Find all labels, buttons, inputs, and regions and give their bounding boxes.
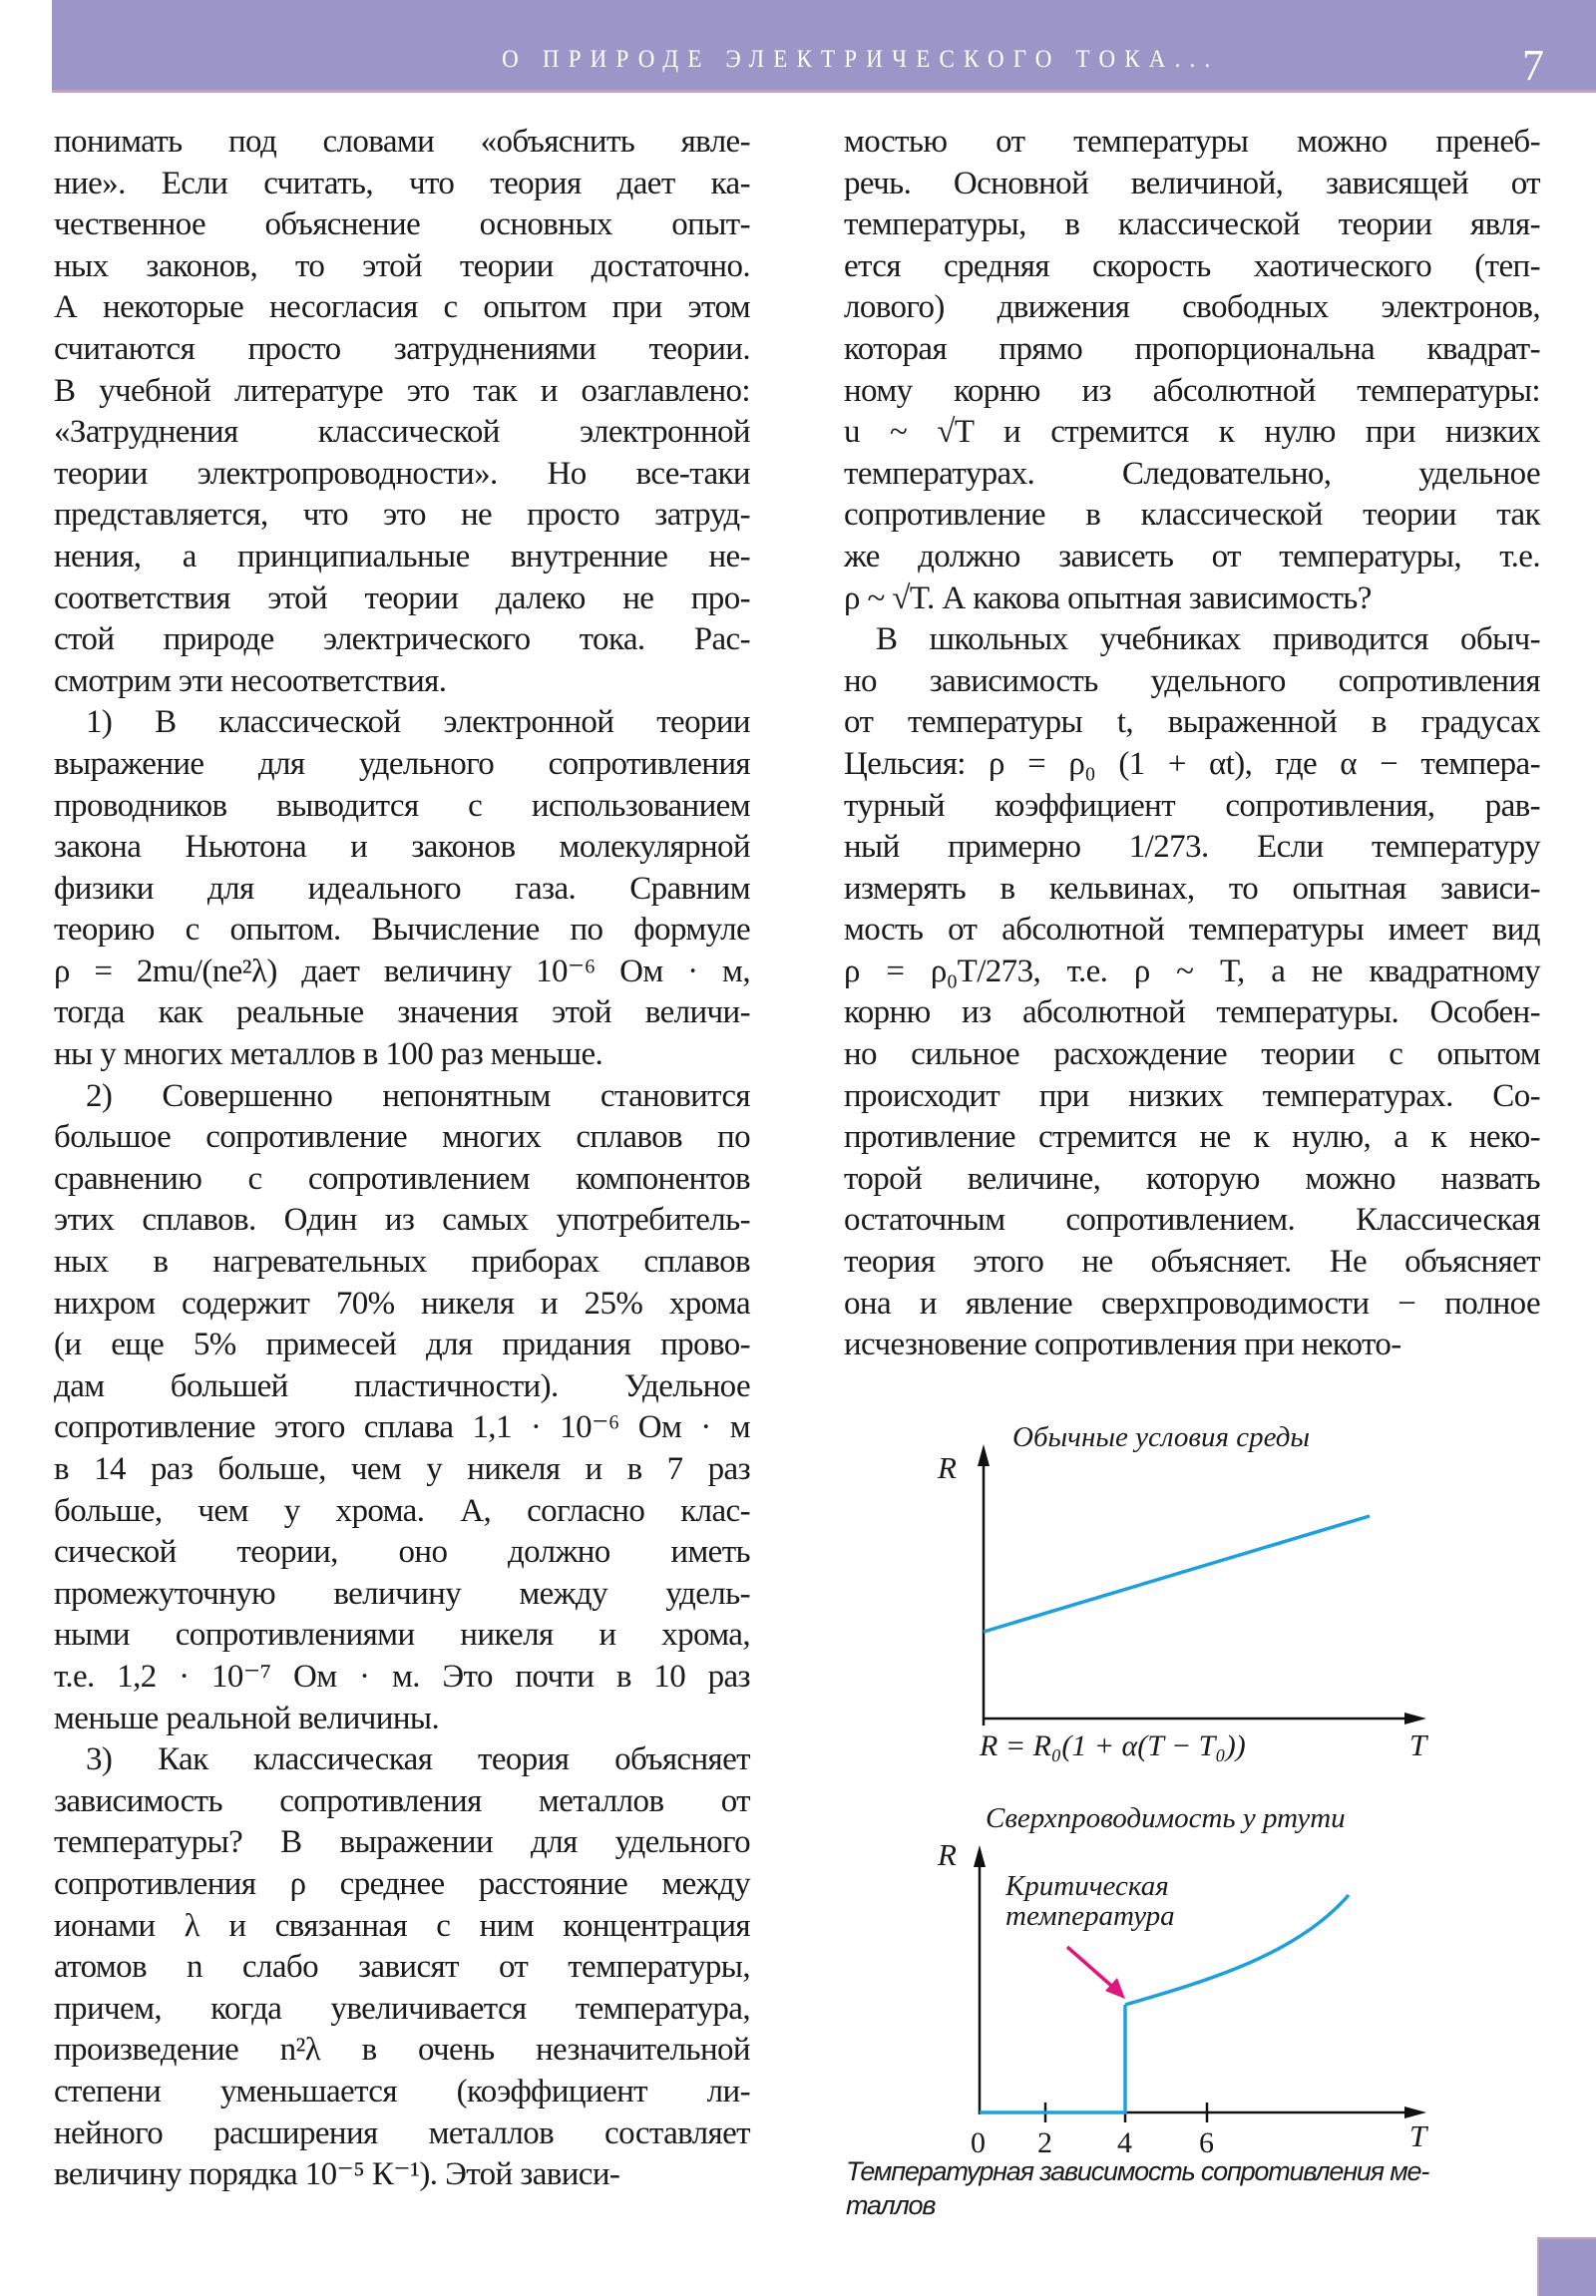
text-line: в 14 раз больше, чем у никеля и в 7 раз xyxy=(54,1451,750,1487)
figure-caption-line: таллов xyxy=(846,2190,936,2220)
text-line: величину порядка 10⁻⁵ К⁻¹). Этой зависи- xyxy=(54,2156,620,2193)
text-line: но зависимость удельного сопротивления xyxy=(844,662,1540,699)
text-line: больше, чем у хрома. А, согласно клас- xyxy=(54,1492,750,1529)
text-line: закона Ньютона и законов молекулярной xyxy=(54,829,750,866)
text-line: зависимость сопротивления металлов от xyxy=(54,1782,750,1819)
text-line: т.е. 1,2 · 10⁻⁷ Ом · м. Это почти в 10 раз xyxy=(54,1658,750,1695)
text-line: она и явление сверхпроводимости − полное xyxy=(844,1285,1540,1322)
text-line: которая прямо пропорциональна квадрат- xyxy=(844,330,1540,367)
text-line: мость от абсолютной температуры имеет вид xyxy=(844,912,1540,949)
page-number: 7 xyxy=(1522,41,1544,90)
text-line: меньше реальной величины. xyxy=(54,1700,440,1736)
x-tick-label-0: 0 xyxy=(971,2126,986,2154)
text-line: А некоторые несогласия с опытом при этом xyxy=(54,289,750,326)
chart-superconductivity-svg xyxy=(918,1785,1456,2154)
text-line: лового) движения свободных электронов, xyxy=(844,289,1540,326)
y-axis-arrow-icon xyxy=(978,1444,990,1466)
text-line: ρ ~ √T. А какова опытная зависимость? xyxy=(844,579,1372,616)
running-header xyxy=(52,0,1596,93)
annotation-label-line1: Критическая xyxy=(1005,1870,1169,1902)
text-line: 2) Совершенно непонятным становится xyxy=(86,1077,750,1114)
text-line: В учебной литературе это так и озаглавлено: xyxy=(54,372,750,409)
text-line: торой величине, которую можно назвать xyxy=(844,1160,1540,1197)
text-line: «Затруднения классической электронной xyxy=(54,414,750,451)
text-line: сопротивление в классической теории так xyxy=(844,497,1540,534)
text-line: ние». Если считать, что теория дает ка- xyxy=(54,165,750,201)
text-line: нения, а принципиальные внутренние не- xyxy=(54,538,750,574)
page-corner-tab xyxy=(1537,2237,1596,2296)
text-line: u ~ √T и стремится к нулю при низких xyxy=(844,414,1540,451)
text-line: сической теории, оно должно иметь xyxy=(54,1534,750,1571)
y-axis-label: R xyxy=(938,1837,957,1872)
text-line: произведение n²λ в очень незначительной xyxy=(54,2032,750,2069)
y-axis-label: R xyxy=(938,1450,957,1485)
chart-title: Сверхпроводимость у ртути xyxy=(986,1802,1346,1834)
resistance-curve-low xyxy=(980,2005,1125,2112)
text-line: речь. Основной величиной, зависящей от xyxy=(844,165,1540,201)
x-tick-label-4: 4 xyxy=(1117,2126,1132,2154)
chart-superconductivity xyxy=(918,1785,1456,2154)
text-line: причем, когда увеличивается температура, xyxy=(54,1990,750,2027)
text-line: температуры? В выражении для удельного xyxy=(54,1824,750,1861)
y-axis-arrow-icon xyxy=(974,1845,986,1867)
text-line: остаточным сопротивлением. Классическая xyxy=(844,1202,1540,1239)
text-line: теории электропроводности». Но все-таки xyxy=(54,455,750,492)
critical-arrow-shaft xyxy=(1067,1947,1117,1991)
text-line: соответствия этой теории далеко не про- xyxy=(54,579,750,616)
text-line: же должно зависеть от температуры, т.е. xyxy=(844,538,1540,574)
figure-caption xyxy=(846,2154,1544,2222)
text-line: теория этого не объясняет. Не объясняет xyxy=(844,1244,1540,1281)
text-line: ный примерно 1/273. Если температуру xyxy=(844,829,1540,866)
text-line: корню из абсолютной температуры. Особен- xyxy=(844,994,1540,1031)
text-line: стой природе электрического тока. Рас- xyxy=(54,621,750,658)
x-tick-label-6: 6 xyxy=(1199,2126,1214,2154)
text-line: смотрим эти несоответствия. xyxy=(54,662,447,699)
x-axis-label: T xyxy=(1409,1727,1427,1762)
text-line: ному корню из абсолютной температуры: xyxy=(844,372,1540,409)
text-line: степени уменьшается (коэффициент ли- xyxy=(54,2073,750,2109)
chart-normal-conditions xyxy=(918,1396,1456,1765)
text-line: нихром содержит 70% никеля и 25% хрома xyxy=(54,1285,750,1322)
chart-normal-conditions-svg xyxy=(918,1396,1456,1765)
x-tick-label-2: 2 xyxy=(1037,2126,1052,2154)
text-line: физики для идеального газа. Сравним xyxy=(54,870,750,907)
x-axis-arrow-icon xyxy=(1404,1713,1426,1724)
text-line: тогда как реальные значения этой величи- xyxy=(54,994,750,1031)
x-axis-arrow-icon xyxy=(1404,2106,1426,2118)
x-axis-label: T xyxy=(1409,2118,1427,2153)
text-line: теорию с опытом. Вычисление по формуле xyxy=(54,912,750,949)
text-line: ρ = 2mu/(ne²λ) дает величину 10⁻⁶ Ом · м, xyxy=(54,953,750,989)
text-line: В школьных учебниках приводится обыч- xyxy=(876,621,1540,658)
text-line: температуры, в классической теории явля- xyxy=(844,206,1540,243)
text-line: противление стремится не к нулю, а к неко- xyxy=(844,1119,1540,1156)
text-line: температурах. Следовательно, удельное xyxy=(844,455,1540,492)
text-line: проводников выводится с использованием xyxy=(54,787,750,824)
text-line: мостью от температуры можно пренеб- xyxy=(844,124,1540,160)
text-line: большое сопротивление многих сплавов по xyxy=(54,1119,750,1156)
text-line: но сильное расхождение теории с опытом xyxy=(844,1036,1540,1073)
text-line: 1) В классической электронной теории xyxy=(86,704,750,741)
text-line: ионами λ и связанная с ним концентрация xyxy=(54,1907,750,1944)
text-line: ных в нагревательных приборах сплавов xyxy=(54,1244,750,1281)
text-line: ρ = ρ₀T/273, т.е. ρ ~ T, а не квадратному xyxy=(844,953,1540,989)
text-line: понимать под словами «объяснить явле- xyxy=(54,124,750,160)
text-line: промежуточную величину между удель- xyxy=(54,1575,750,1612)
text-line: сопротивление этого сплава 1,1 · 10⁻⁶ Ом · м xyxy=(54,1409,750,1446)
text-line: атомов n слабо зависят от температуры, xyxy=(54,1949,750,1986)
text-line: ных законов, то этой теории достаточно. xyxy=(54,247,750,284)
text-line: представляется, что это не просто затруд- xyxy=(54,497,750,534)
text-line: выражение для удельного сопротивления xyxy=(54,745,750,782)
text-line: нейного расширения металлов составляет xyxy=(54,2114,750,2151)
text-line: от температуры t, выраженной в градусах xyxy=(844,704,1540,741)
text-line: сопротивления ρ среднее расстояние между xyxy=(54,1865,750,1902)
text-line: дам большей пластичности). Удельное xyxy=(54,1367,750,1404)
text-line: 3) Как классическая теория объясняет xyxy=(86,1741,750,1778)
formula-label: R = R₀(1 + α(T − T₀)) xyxy=(980,1729,1246,1762)
annotation-label-line2: температура xyxy=(1005,1900,1175,1932)
text-line: турный коэффициент сопротивления, рав- xyxy=(844,787,1540,824)
right-text-column xyxy=(844,122,1540,1366)
resistance-line xyxy=(984,1516,1370,1632)
text-line: сравнению с сопротивлением компонентов xyxy=(54,1160,750,1197)
text-line: Цельсия: ρ = ρ₀ (1 + αt), где α − темпера- xyxy=(844,745,1540,782)
text-line: ными сопротивлениями никеля и хрома, xyxy=(54,1617,750,1654)
text-line: ны у многих металлов в 100 раз меньше. xyxy=(54,1036,603,1073)
text-line: (и еще 5% примесей для придания прово- xyxy=(54,1327,750,1363)
text-line: происходит при низких температурах. Со- xyxy=(844,1077,1540,1114)
text-line: этих сплавов. Один из самых употребитель- xyxy=(54,1202,750,1239)
text-line: считаются просто затруднениями теории. xyxy=(54,330,750,367)
text-line: исчезновение сопротивления при некото- xyxy=(844,1327,1401,1363)
chart-title: Обычные условия среды xyxy=(1012,1421,1311,1453)
text-line: измерять в кельвинах, то опытная зависи- xyxy=(844,870,1540,907)
left-text-column xyxy=(54,122,750,2196)
figure-caption-line: Температурная зависимость сопротивления ме- xyxy=(846,2156,1429,2186)
text-line: чественное объяснение основных опыт- xyxy=(54,206,750,243)
running-header-title: О ПРИРОДЕ ЭЛЕКТРИЧЕСКОГО ТОКА... xyxy=(502,46,1220,73)
text-line: ется средняя скорость хаотического (теп- xyxy=(844,247,1540,284)
